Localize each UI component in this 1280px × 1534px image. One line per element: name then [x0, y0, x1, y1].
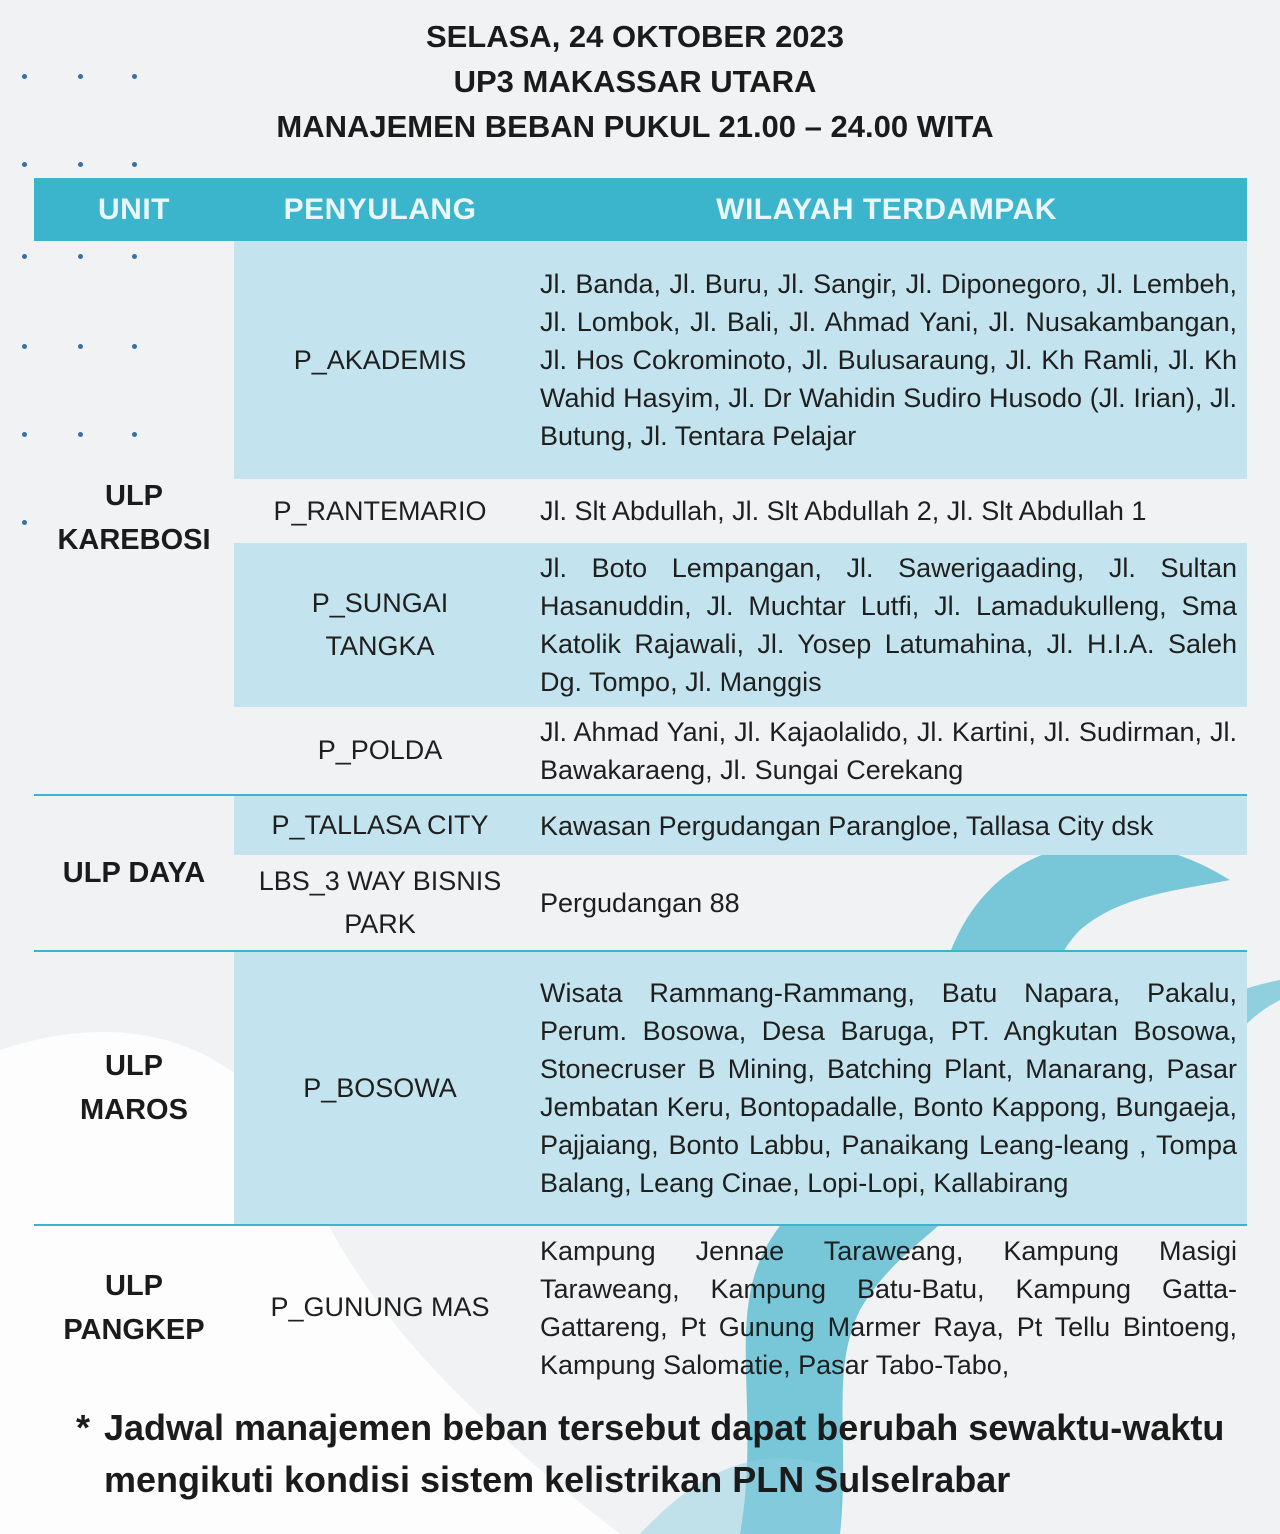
unit-label: ULP — [105, 479, 163, 512]
footnote — [76, 1402, 1226, 1506]
wilayah-cell: Jl. Boto Lempangan, Jl. Sawerigaading, Jl. Sultan Hasanuddin, Jl. Muchtar Lutfi, Jl. Lamadukulleng, Sma Katolik Rajawali, Jl. Yosep Latumahina, Jl. H.I.A. Saleh Dg. Tompo, Jl. Manggis — [526, 543, 1247, 707]
document-header — [0, 14, 1270, 149]
penyulang-cell: P_BOSOWA — [234, 951, 526, 1225]
footnote-asterisk: * — [76, 1407, 91, 1448]
footnote-text: Jadwal manajemen beban tersebut dapat berubah sewaktu-waktu mengikuti kondisi sistem kelistrikan PLN Sulselrabar — [104, 1407, 1225, 1500]
unit-label: PANGKEP — [63, 1313, 205, 1346]
unit-label: MAROS — [80, 1094, 188, 1126]
header-date: SELASA, 24 OKTOBER 2023 — [425, 19, 845, 54]
table-row — [34, 951, 1247, 1225]
wilayah-cell: Kawasan Pergudangan Parangloe, Tallasa City dsk — [526, 795, 1247, 855]
unit-cell-karebosi — [34, 241, 234, 795]
penyulang-cell: P_GUNUNG MAS — [234, 1225, 526, 1389]
wilayah-cell: Wisata Rammang-Rammang, Batu Napara, Pakalu, Perum. Bosowa, Desa Baruga, PT. Angkutan Bosowa, Stonecruser B Mining, Batching Plant, Manarang, Pasar Jembatan Keru, Bontopadalle, Bonto Kappong, Bungaeja, Pajjaiang, Bonto Labbu, Panaikang Leang-leang , Tompa Balang, Leang Cinae, Lopi-Lopi, Kallabirang — [526, 951, 1247, 1225]
unit-label: KAREBOSI — [57, 523, 211, 556]
wilayah-cell: Jl. Slt Abdullah, Jl. Slt Abdullah 2, Jl. Slt Abdullah 1 — [540, 496, 1147, 526]
column-header-wilayah: WILAYAH TERDAMPAK — [526, 178, 1247, 241]
unit-label: ULP — [105, 1050, 163, 1082]
penyulang-line: P_SUNGAI — [311, 588, 449, 618]
unit-cell-pangkep — [34, 1225, 234, 1389]
unit-cell-maros — [34, 951, 234, 1225]
wilayah-cell: Pergudangan 88 — [540, 887, 740, 918]
penyulang-line: PARK — [344, 908, 416, 939]
table-header-row — [34, 178, 1247, 241]
penyulang-line: LBS_3 WAY BISNIS — [258, 865, 502, 896]
header-unit: UP3 MAKASSAR UTARA — [453, 64, 817, 99]
penyulang-cell: P_AKADEMIS — [234, 241, 526, 479]
penyulang-cell: P_POLDA — [317, 735, 443, 765]
unit-label: ULP — [105, 1269, 163, 1302]
penyulang-cell — [234, 543, 526, 707]
table-row — [34, 795, 1247, 855]
wilayah-cell: Jl. Ahmad Yani, Jl. Kajaolalido, Jl. Kartini, Jl. Sudirman, Jl. Bawakaraeng, Jl. Sungai Cerekang — [540, 716, 1237, 785]
unit-cell-daya: ULP DAYA — [34, 795, 234, 951]
wilayah-cell: Kampung Jennae Taraweang, Kampung Masigi Taraweang, Kampung Batu-Batu, Kampung Gatta-Gattareng, Pt Gunung Marmer Raya, Pt Tellu Bintoeng, Kampung Salomatie, Pasar Tabo-Tabo, — [526, 1225, 1247, 1389]
wilayah-cell: Jl. Banda, Jl. Buru, Jl. Sangir, Jl. Diponegoro, Jl. Lembeh, Jl. Lombok, Jl. Bali, Jl. Ahmad Yani, Jl. Nusakambangan, Jl. Hos Cokrominoto, Jl. Bulusaraung, Jl. Kh Ramli, Jl. Kh Wahid Hasyim, Jl. Dr Wahidin Sudiro Husodo (Jl. Irian), Jl. Butung, Jl. Tentara Pelajar — [526, 241, 1247, 479]
penyulang-cell: P_TALLASA CITY — [234, 795, 526, 855]
penyulang-cell: P_RANTEMARIO — [273, 495, 487, 526]
column-header-penyulang: PENYULANG — [234, 178, 526, 241]
table-row — [34, 1225, 1247, 1389]
load-management-table — [34, 178, 1247, 1389]
penyulang-line: TANGKA — [325, 631, 435, 661]
column-header-unit: UNIT — [34, 178, 234, 241]
header-schedule: MANAJEMEN BEBAN PUKUL 21.00 – 24.00 WITA — [276, 109, 994, 144]
penyulang-cell — [234, 855, 526, 951]
table-row — [34, 241, 1247, 479]
